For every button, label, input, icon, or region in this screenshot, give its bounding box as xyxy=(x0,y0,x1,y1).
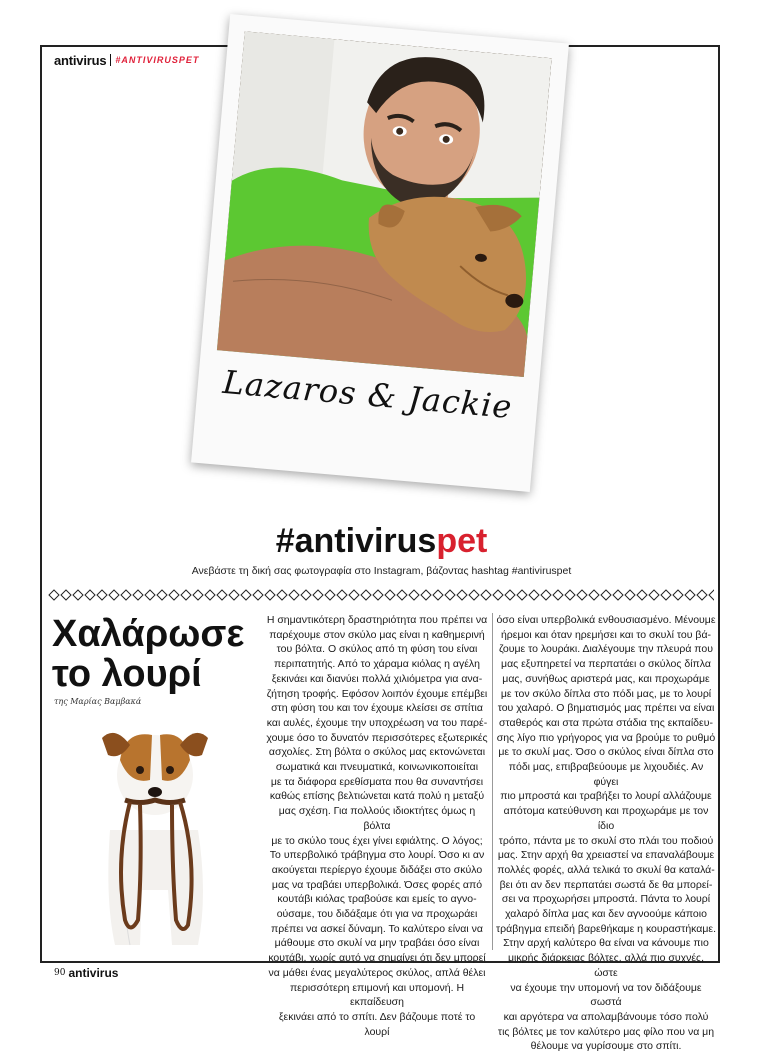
title-line-1: Χαλάρωσε xyxy=(52,613,245,655)
hashtag-main: #antivirus xyxy=(275,522,437,560)
column-1-line: πρέπει να ασκεί δύναμη. Το καλύτερο είναι να xyxy=(271,922,483,935)
dog-with-leash-image xyxy=(80,720,230,950)
photo-caption: Lazaros & Jackie xyxy=(221,362,514,427)
column-1-line: να μάθει ένας μεγαλύτερος σκύλος, απλά θέλει xyxy=(268,966,486,979)
column-2-line: όσο είναι υπερβολικά ενθουσιασμένο. Μένουμε xyxy=(496,614,716,626)
column-1-line: του βόλτα. Ο σκύλος από τη φύση του είναι xyxy=(276,643,478,656)
column-1-line: περιπατητής. Από το χάραμα κιόλας η αγέλη xyxy=(273,658,481,671)
frame-right xyxy=(718,45,720,963)
column-1-line: με τα διάφορα ερεθίσματα που θα συναντήσει xyxy=(270,775,484,788)
column-1-line: ασχολίες. Στη βόλτα ο σκύλος μας εκτονώνεται xyxy=(268,746,486,759)
column-1-line: Η σημαντικότερη δραστηριότητα που πρέπει να xyxy=(266,614,488,626)
column-1-line: κουτάβι κιόλας τραβούσε και εμείς το αγνο- xyxy=(277,893,477,906)
column-2-line: σει να προχωρήσει μπροστά. Πάντα το λουρί xyxy=(501,893,711,906)
diamond-divider xyxy=(48,588,714,602)
column-1-line: ούσαμε, του διδάξαμε ότι για να προχωράει xyxy=(276,908,478,921)
column-2-line: να έχουμε την υπομονή να τον διδάξουμε σωστά xyxy=(510,981,702,1009)
photo-illustration xyxy=(217,31,552,377)
column-1-line: σωματικά και πνευματικά, κοινωνικοποιείται xyxy=(275,761,479,774)
hashtag-subtitle: Ανεβάστε τη δική σας φωτογραφία στο Instagram, βάζοντας hashtag #antiviruspet xyxy=(191,565,572,577)
column-2-line: σης λίγο πιο γρήγορος για να βρούμε το ρυθμό xyxy=(496,731,716,744)
column-1-line: και αυλές, έχουμε την υποχρέωση να του παρέ- xyxy=(266,716,488,729)
column-1-line: καθώς επίσης βελτιώνεται κατά πολύ η μεταξύ xyxy=(269,790,485,803)
column-2-line: θέλουμε να γυρίσουμε στο σπίτι. xyxy=(530,1040,682,1053)
header-separator xyxy=(110,54,111,66)
column-2-line: βει ότι αν δεν περπατάει σωστά δε θα μπορεί- xyxy=(499,878,713,891)
header-brand: antivirus xyxy=(54,52,107,68)
column-1-line: κουτάβι, χωρίς αυτό να σημαίνει ότι δεν μπορεί xyxy=(268,952,486,965)
column-1-line: μάθουμε στο σκυλί να μην τραβάει όσο είναι xyxy=(274,937,480,950)
article-column-2 xyxy=(495,613,717,1054)
column-2-line: μικρής διάρκειας βόλτες, αλλά πιο συχνές, ώστε xyxy=(508,952,704,979)
column-2-line: τρόπο, πάντα με το σκυλί στο πλάι του ποδιού xyxy=(498,834,714,847)
column-2-line: μας, συνήθως αριστερά μας, και προχωράμε xyxy=(502,672,710,685)
column-1-line: ζήτηση τροφής. Εφόσον λοιπόν έχουμε επέμβει xyxy=(266,687,488,700)
column-2-line: πιο μπροστά και τραβήξει το λουρί αλλάζουμε xyxy=(500,790,712,803)
byline: της Μαρίας Βαμβακά xyxy=(54,697,142,706)
column-1-line: στη φύση του και τον έχουμε κλείσει σε σπίτια xyxy=(271,702,483,715)
section-tag: #ANTIVIRUSPET xyxy=(115,55,200,65)
hashtag-title xyxy=(0,522,763,561)
column-1-line: ξεκινάει και διανύει πολλά χιλιόμετρα για ανα- xyxy=(271,672,483,685)
column-rule xyxy=(492,613,493,950)
column-2-line: χαλαρό δίπλα μας και δεν αγνοούμε κάποιο xyxy=(505,908,707,921)
column-2-line: σταθερός και στα πρώτα στάδια της εκπαίδευ- xyxy=(499,716,713,729)
column-1-line: μας να τραβάει υπερβολικά. Όσες φορές από xyxy=(271,878,483,891)
column-2-line: με τον σκύλο δίπλα στο πόδι μας, με το λουρί xyxy=(500,687,712,700)
column-2-line: ήρεμοι και όταν ηρεμήσει και το σκυλί του βά- xyxy=(500,628,712,641)
column-1-line: χουμε όσο το δυνατόν περισσότερες εξωτερικές xyxy=(266,731,488,744)
column-2-line: του χαλαρό. Ο βηματισμός μας πρέπει να είναι xyxy=(497,702,715,715)
column-1-line: μας σχέση. Για πολλούς ιδιοκτήτες όμως η βόλτα xyxy=(278,805,476,832)
column-2-line: μας. Στην αρχή θα χρειαστεί να επαναλάβουμε xyxy=(497,849,715,862)
column-1-line: ξεκινάει από το σπίτι. Δεν βάζουμε ποτέ το λουρί xyxy=(278,1010,476,1038)
title-line-2: το λουρί xyxy=(52,653,202,695)
column-2-line: τράβηγμα επειδή βαρεθήκαμε η κουραστήκαμε. xyxy=(496,922,716,935)
page-footer xyxy=(54,966,118,980)
column-1-line: Το υπερβολικό τράβηγμα στο λουρί. Όσο κι αν xyxy=(269,849,485,862)
column-1-line: ακούγεται περίεργο έχουμε διδάξει στο σκύλο xyxy=(271,863,483,876)
frame-left xyxy=(40,45,42,963)
column-2-line: με το σκυλί μας. Όσο ο σκύλος είναι δίπλα στο xyxy=(498,746,714,759)
column-2-line: Στην αρχή καλύτερο θα είναι να κάνουμε πιο xyxy=(503,937,709,950)
column-1-line: παρέχουμε στον σκύλο μας είναι η καθημερινή xyxy=(269,628,485,641)
column-2-line: τις βόλτες με τον καλύτερο μας φίλο που να μη xyxy=(497,1025,715,1038)
article-title xyxy=(52,614,264,694)
column-2-line: και αργότερα να απολαμβάνουμε τόσο πολύ xyxy=(503,1010,709,1023)
footer-brand: antivirus xyxy=(68,966,119,980)
column-1-line: περισσότερη επιμονή και υπομονή. Η εκπαίδευση xyxy=(289,981,465,1009)
section-header xyxy=(54,52,203,68)
column-2-line: μας εξυπηρετεί να περπατάει ο σκύλος δίπλα xyxy=(501,658,711,671)
column-2-line: ζουμε το λουράκι. Διαλέγουμε την πλευρά που xyxy=(498,643,713,656)
column-2-line: απότομα κατεύθυνση και προχωράμε με τον ίδιο xyxy=(503,805,709,832)
page-number: 90 xyxy=(54,968,66,978)
polaroid-photo xyxy=(191,14,569,492)
column-1-line: με το σκύλο τους έχει γίνει εφιάλτης. Ο λόγος; xyxy=(271,834,483,847)
owner-dog-photo xyxy=(217,31,552,377)
hashtag-accent: pet xyxy=(436,522,488,560)
article-column-1 xyxy=(266,613,488,1039)
column-2-line: πολλές φορές, αλλά τελικά το σκυλί θα καταλά- xyxy=(497,863,715,876)
column-2-line: πόδι μας, επιβραβεύουμε με λιχουδιές. Αν φύγει xyxy=(508,761,704,788)
